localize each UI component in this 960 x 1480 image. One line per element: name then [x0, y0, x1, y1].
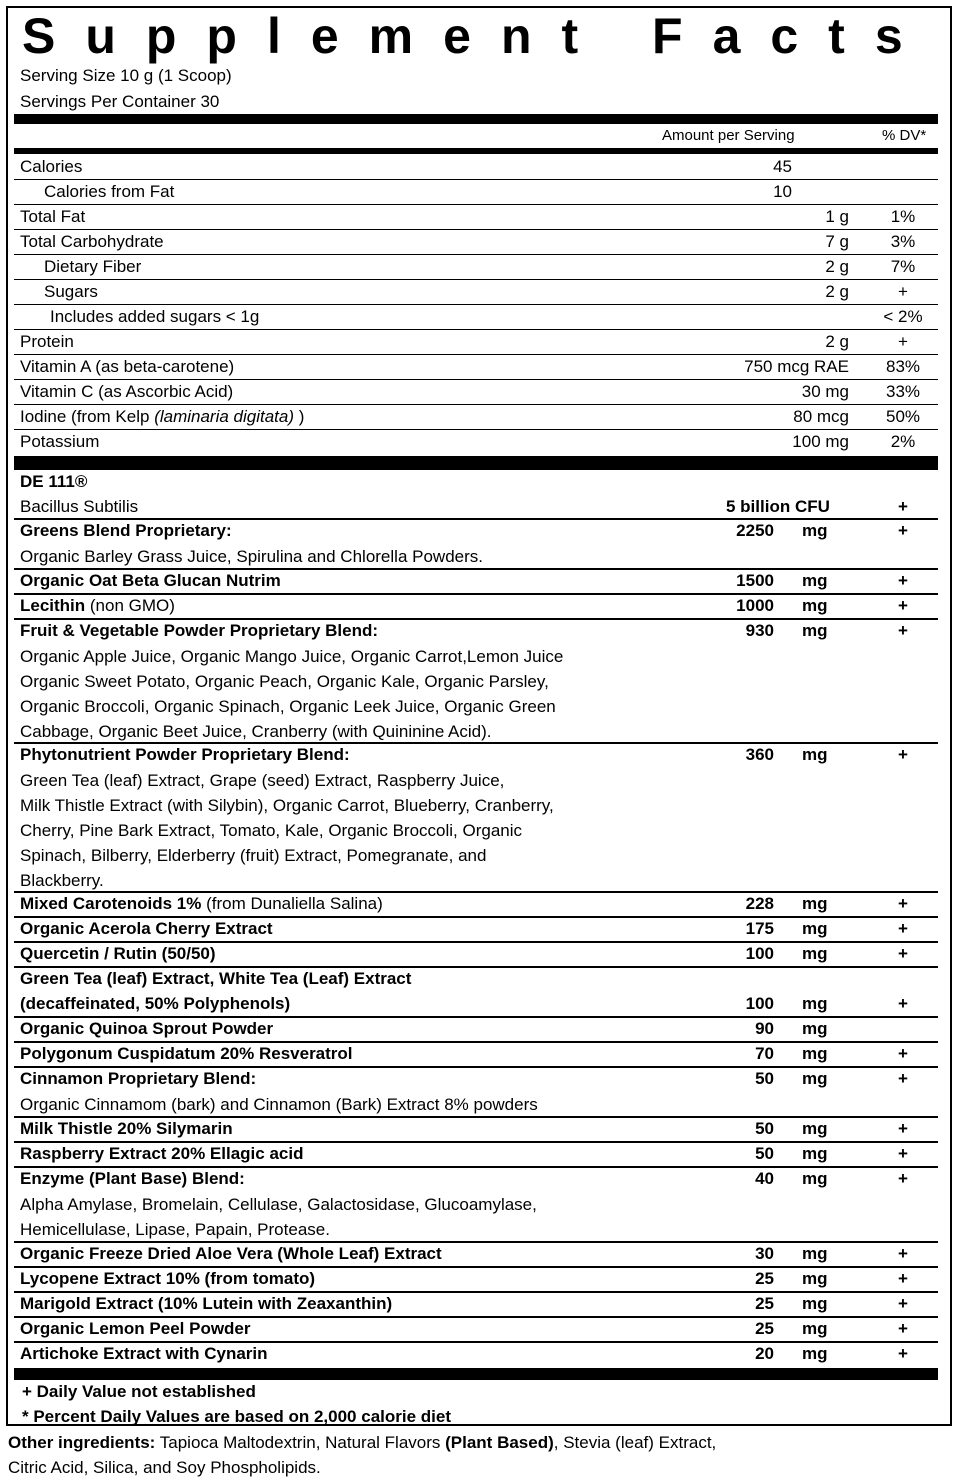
row-divider: [14, 329, 938, 330]
row-divider: [14, 404, 938, 405]
blend-name: Lecithin: [20, 596, 86, 615]
blend-name-wrap: [20, 1293, 392, 1315]
blend-dv: +: [898, 1044, 908, 1063]
blend-quantity: 25: [755, 1319, 774, 1338]
blend-quantity: 360: [745, 745, 774, 764]
blend-name: Organic Acerola Cherry Extract: [20, 919, 273, 938]
blend-unit: mg: [802, 1019, 828, 1038]
blend-unit: mg: [802, 919, 828, 938]
de-dv: +: [898, 497, 908, 516]
nutrient-name: Potassium: [20, 432, 100, 451]
blend-quantity: 100: [745, 944, 774, 963]
de-sub: Bacillus Subtilis: [20, 497, 139, 516]
blend-quantity: 100: [745, 994, 774, 1013]
blend-dv: +: [898, 1294, 908, 1313]
serving-size: Serving Size 10 g (1 Scoop): [20, 66, 232, 85]
blend-name: Enzyme (Plant Base) Blend:: [20, 1169, 245, 1188]
blend-quantity: 70: [755, 1044, 774, 1063]
blend-ingredients: Blackberry.: [20, 871, 104, 890]
blend-unit: mg: [802, 1344, 828, 1363]
servings-per-container: Servings Per Container 30: [20, 92, 220, 111]
blend-quantity: 40: [755, 1169, 774, 1188]
blend-name-wrap: [20, 1118, 233, 1140]
blend-quantity: 175: [745, 919, 774, 938]
blend-name-wrap: [20, 918, 273, 940]
blend-dv: +: [898, 919, 908, 938]
blend-unit: mg: [802, 745, 828, 764]
blend-name-wrap: [20, 595, 175, 617]
blend-unit: mg: [802, 894, 828, 913]
blend-quantity: 25: [755, 1269, 774, 1288]
nutrient-name-italic: (laminaria digitata): [154, 407, 295, 426]
blend-unit: mg: [802, 521, 828, 540]
nutrient-amount: 80 mcg: [793, 407, 849, 426]
blend-quantity: 50: [755, 1069, 774, 1088]
blend-dv: +: [898, 1069, 908, 1088]
blend-dv: +: [898, 1119, 908, 1138]
blend-dv: +: [898, 1319, 908, 1338]
blend-name-wrap: [20, 570, 281, 592]
blend-ingredients: Green Tea (leaf) Extract, Grape (seed) Extract, Raspberry Juice,: [20, 771, 505, 790]
blend-unit: mg: [802, 1144, 828, 1163]
blend-dv: +: [898, 1169, 908, 1188]
other-bold: (Plant Based): [445, 1433, 554, 1452]
row-divider: [14, 354, 938, 355]
nutrient-name: Calories from Fat: [44, 182, 175, 201]
nutrient-dv: 7%: [890, 257, 916, 276]
blend-name-wrap: [20, 1243, 442, 1265]
blend-name-wrap: [20, 1018, 273, 1040]
blend-name-wrap: [20, 1043, 353, 1065]
nutrient-dv: 83%: [885, 357, 921, 376]
nutrient-dv: 50%: [885, 407, 921, 426]
blend-dv: +: [898, 596, 908, 615]
blend-name-line2: (decaffeinated, 50% Polyphenols): [20, 994, 291, 1013]
blend-name: Artichoke Extract with Cynarin: [20, 1344, 268, 1363]
blend-unit: mg: [802, 1244, 828, 1263]
divider-bar: [14, 148, 938, 154]
blend-unit: mg: [802, 1294, 828, 1313]
nutrient-dv: 1%: [890, 207, 916, 226]
blend-name: Quercetin / Rutin (50/50): [20, 944, 216, 963]
blend-unit: mg: [802, 1269, 828, 1288]
blend-name-wrap: [20, 893, 383, 915]
other-label: Other ingredients:: [8, 1433, 156, 1452]
blend-name: Polygonum Cuspidatum 20% Resveratrol: [20, 1044, 353, 1063]
blend-name: Organic Quinoa Sprout Powder: [20, 1019, 274, 1038]
nutrient-name: [20, 406, 304, 428]
row-divider: [14, 429, 938, 430]
nutrient-amount: 2 g: [825, 257, 849, 276]
blend-name-wrap: [20, 1168, 245, 1190]
nutrient-dv: 33%: [885, 382, 921, 401]
row-divider: [14, 279, 938, 280]
blend-name-wrap: [20, 1268, 315, 1290]
panel-title: Supplement Facts: [22, 8, 933, 64]
nutrient-amount: 750 mcg RAE: [744, 357, 849, 376]
nutrient-dv: +: [898, 332, 908, 351]
nutrient-amount: 30 mg: [801, 382, 849, 401]
divider-bar: [14, 114, 938, 124]
nutrient-amount: 45: [773, 157, 792, 176]
blend-name: Phytonutrient Powder Proprietary Blend:: [20, 745, 350, 764]
blend-unit: mg: [802, 1319, 828, 1338]
blend-name-wrap: [20, 520, 232, 542]
blend-name-wrap: [20, 968, 411, 990]
blend-ingredients: Spinach, Bilberry, Elderberry (fruit) Extract, Pomegranate, and: [20, 846, 487, 865]
blend-quantity: 228: [745, 894, 774, 913]
blend-dv: +: [898, 994, 908, 1013]
nutrient-name: Calories: [20, 157, 83, 176]
divider-bar: [14, 1368, 938, 1380]
row-divider: [14, 379, 938, 380]
blend-quantity: 20: [755, 1344, 774, 1363]
other-text: Tapioca Maltodextrin, Natural Flavors: [155, 1433, 446, 1452]
blend-name-wrap: [20, 1143, 303, 1165]
nutrient-amount: 100 mg: [792, 432, 849, 451]
blend-unit: mg: [802, 1119, 828, 1138]
footnote-dv: + Daily Value not established: [22, 1382, 256, 1401]
blend-suffix: (non GMO): [85, 596, 175, 615]
nutrient-name: Includes added sugars < 1g: [50, 307, 260, 326]
nutrient-name: Vitamin A (as beta-carotene): [20, 357, 235, 376]
nutrient-amount: 1 g: [825, 207, 849, 226]
blend-ingredients: Cherry, Pine Bark Extract, Tomato, Kale, Organic Broccoli, Organic: [20, 821, 523, 840]
nutrient-name: Protein: [20, 332, 74, 351]
nutrient-dv: 2%: [890, 432, 916, 451]
blend-name: Lycopene Extract 10% (from tomato): [20, 1269, 316, 1288]
blend-dv: +: [898, 1344, 908, 1363]
nutrient-name: Total Fat: [20, 207, 86, 226]
blend-quantity: 1000: [736, 596, 774, 615]
blend-ingredients: Hemicellulase, Lipase, Papain, Protease.: [20, 1220, 330, 1239]
blend-ingredients: Organic Apple Juice, Organic Mango Juice, Organic Carrot,Lemon Juice: [20, 647, 564, 666]
blend-name: Mixed Carotenoids 1%: [20, 894, 202, 913]
blend-name: Marigold Extract (10% Lutein with Zeaxanthin): [20, 1294, 393, 1313]
blend-name: Milk Thistle 20% Silymarin: [20, 1119, 233, 1138]
blend-ingredients: Organic Barley Grass Juice, Spirulina and Chlorella Powders.: [20, 547, 483, 566]
blend-dv: +: [898, 894, 908, 913]
blend-name-wrap: [20, 1318, 251, 1340]
row-divider: [14, 179, 938, 180]
blend-quantity: 30: [755, 1244, 774, 1263]
row-divider: [14, 229, 938, 230]
nutrient-dv: < 2%: [883, 307, 923, 326]
blend-ingredients: Organic Broccoli, Organic Spinach, Organic Leek Juice, Organic Green: [20, 697, 556, 716]
blend-unit: mg: [802, 596, 828, 615]
blend-dv: +: [898, 621, 908, 640]
blend-suffix: (from Dunaliella Salina): [201, 894, 383, 913]
blend-ingredients: Organic Sweet Potato, Organic Peach, Organic Kale, Organic Parsley,: [20, 672, 549, 691]
other-ingredients-line2: Citric Acid, Silica, and Soy Phospholipids.: [8, 1458, 321, 1477]
blend-quantity: 50: [755, 1119, 774, 1138]
row-divider: [14, 304, 938, 305]
blend-unit: mg: [802, 1044, 828, 1063]
blend-dv: +: [898, 1244, 908, 1263]
blend-ingredients: Organic Cinnamom (bark) and Cinnamon (Bark) Extract 8% powders: [20, 1095, 538, 1114]
nutrient-dv: 3%: [890, 232, 916, 251]
blend-ingredients: Cabbage, Organic Beet Juice, Cranberry (with Quininine Acid).: [20, 722, 492, 741]
blend-unit: mg: [802, 621, 828, 640]
blend-unit: mg: [802, 1169, 828, 1188]
blend-name: Organic Lemon Peel Powder: [20, 1319, 251, 1338]
nutrient-amount: 7 g: [825, 232, 849, 251]
blend-unit: mg: [802, 571, 828, 590]
blend-quantity: 25: [755, 1294, 774, 1313]
other-ingredients: [8, 1430, 716, 1455]
blend-name: Cinnamon Proprietary Blend:: [20, 1069, 257, 1088]
blend-quantity: 90: [755, 1019, 774, 1038]
blend-unit: mg: [802, 944, 828, 963]
blend-name-wrap: [20, 1343, 268, 1365]
blend-dv: +: [898, 1144, 908, 1163]
amount-header: Amount per Serving: [662, 127, 795, 144]
blend-dv: +: [898, 571, 908, 590]
blend-quantity: 50: [755, 1144, 774, 1163]
blend-name-wrap: [20, 1068, 256, 1090]
blend-unit: mg: [802, 1069, 828, 1088]
blend-quantity: 2250: [736, 521, 774, 540]
nutrient-name: Total Carbohydrate: [20, 232, 164, 251]
blend-name: Fruit & Vegetable Powder Proprietary Blend:: [20, 621, 379, 640]
blend-dv: +: [898, 745, 908, 764]
blend-name-wrap: [20, 744, 350, 766]
blend-dv: +: [898, 1269, 908, 1288]
nutrient-name: Sugars: [44, 282, 98, 301]
de-amount: 5 billion CFU: [726, 497, 830, 516]
nutrient-dv: +: [898, 282, 908, 301]
nutrient-amount: 10: [773, 182, 792, 201]
blend-name: Green Tea (leaf) Extract, White Tea (Leaf) Extract: [20, 969, 412, 988]
row-divider: [14, 204, 938, 205]
row-divider: [14, 254, 938, 255]
de-name: DE 111®: [20, 472, 88, 491]
blend-unit: mg: [802, 994, 828, 1013]
blend-name-wrap: [20, 620, 378, 642]
blend-ingredients: Alpha Amylase, Bromelain, Cellulase, Galactosidase, Glucoamylase,: [20, 1195, 537, 1214]
nutrient-name: Dietary Fiber: [44, 257, 142, 276]
divider-bar: [14, 456, 938, 470]
other-text: , Stevia (leaf) Extract,: [553, 1433, 717, 1452]
blend-dv: +: [898, 521, 908, 540]
blend-name-wrap: [20, 943, 216, 965]
nutrient-name-text: Iodine (from Kelp: [20, 407, 150, 426]
nutrient-amount: 2 g: [825, 332, 849, 351]
dv-header: % DV*: [882, 127, 927, 144]
blend-name: Organic Freeze Dried Aloe Vera (Whole Leaf) Extract: [20, 1244, 442, 1263]
blend-quantity: 930: [745, 621, 774, 640]
nutrient-name: Vitamin C (as Ascorbic Acid): [20, 382, 234, 401]
blend-name: Organic Oat Beta Glucan Nutrim: [20, 571, 281, 590]
nutrient-name-tail: ): [298, 407, 305, 426]
blend-quantity: 1500: [736, 571, 774, 590]
blend-ingredients: Milk Thistle Extract (with Silybin), Organic Carrot, Blueberry, Cranberry,: [20, 796, 554, 815]
blend-name: Greens Blend Proprietary:: [20, 521, 232, 540]
footnote-percent: * Percent Daily Values are based on 2,000 calorie diet: [22, 1407, 451, 1426]
blend-name: Raspberry Extract 20% Ellagic acid: [20, 1144, 304, 1163]
blend-dv: +: [898, 944, 908, 963]
nutrient-amount: 2 g: [825, 282, 849, 301]
